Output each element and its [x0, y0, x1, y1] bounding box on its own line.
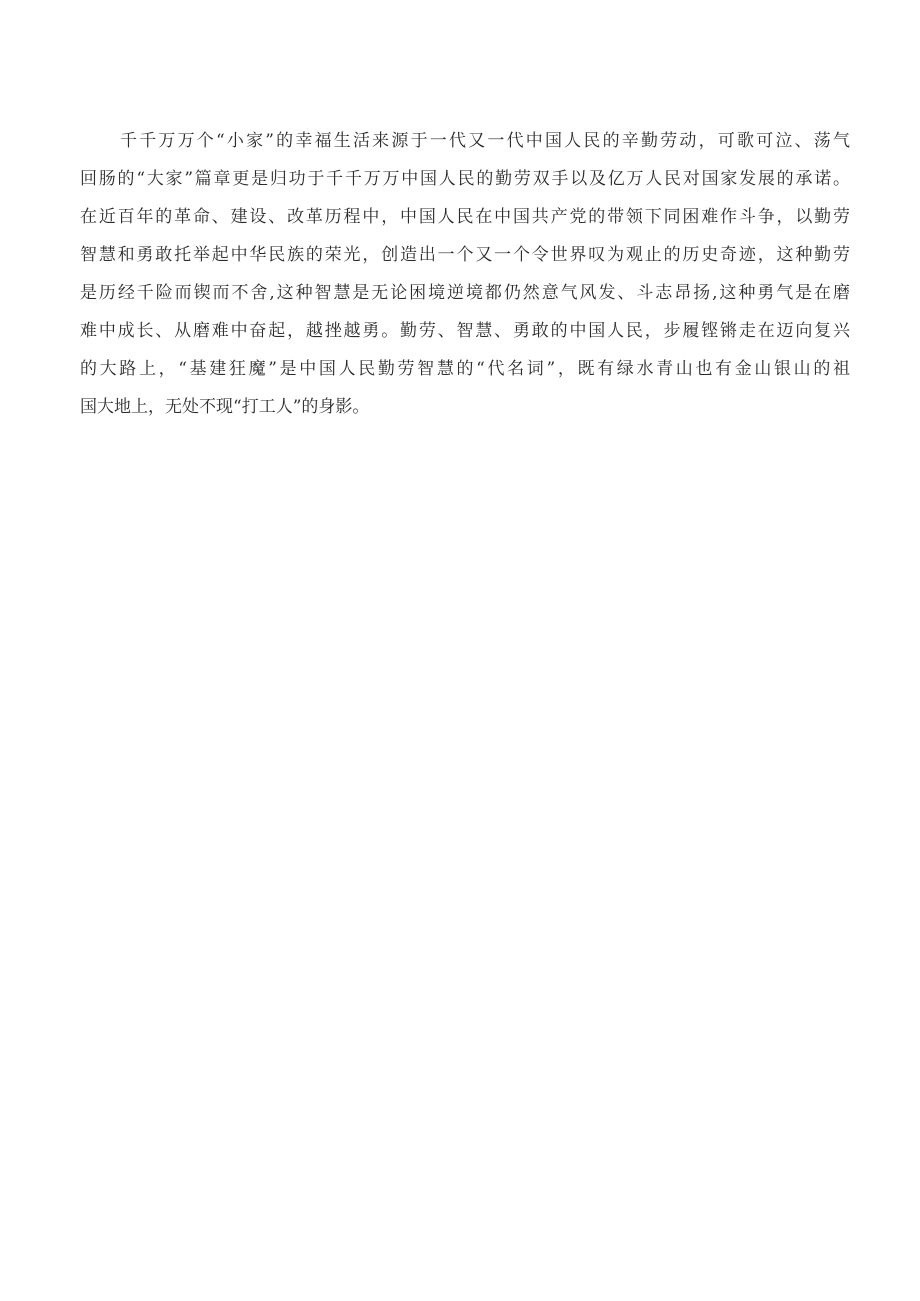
paragraph-line-6: 难中成长、从磨难中奋起，越挫越勇。勤劳、智慧、勇敢的中国人民，步履铿锵走在迈向复兴: [80, 321, 850, 341]
paragraph-line-4: 智慧和勇敢托举起中华民族的荣光，创造出一个又一个令世界叹为观止的历史奇迹，这种勤劳: [80, 245, 850, 265]
paragraph-line-8: 国大地上，无处不现“打工人”的身影。: [80, 397, 370, 417]
paragraph-line-1: 千千万万个“小家”的幸福生活来源于一代又一代中国人民的辛勤劳动，可歌可泣、荡气: [120, 131, 850, 151]
paragraph-line-2: 回肠的“大家”篇章更是归功于千千万万中国人民的勤劳双手以及亿万人民对国家发展的承诺。: [80, 169, 850, 189]
body-paragraph: [80, 122, 850, 426]
paragraph-line-5: 是历经千险而锲而不舍,这种智慧是无论困境逆境都仍然意气风发、斗志昂扬,这种勇气是在磨: [80, 283, 850, 303]
paragraph-line-7: 的大路上，“基建狂魔”是中国人民勤劳智慧的“代名词”，既有绿水青山也有金山银山的祖: [80, 359, 850, 379]
paragraph-line-3: 在近百年的革命、建设、改革历程中，中国人民在中国共产党的带领下同困难作斗争，以勤劳: [80, 207, 850, 227]
